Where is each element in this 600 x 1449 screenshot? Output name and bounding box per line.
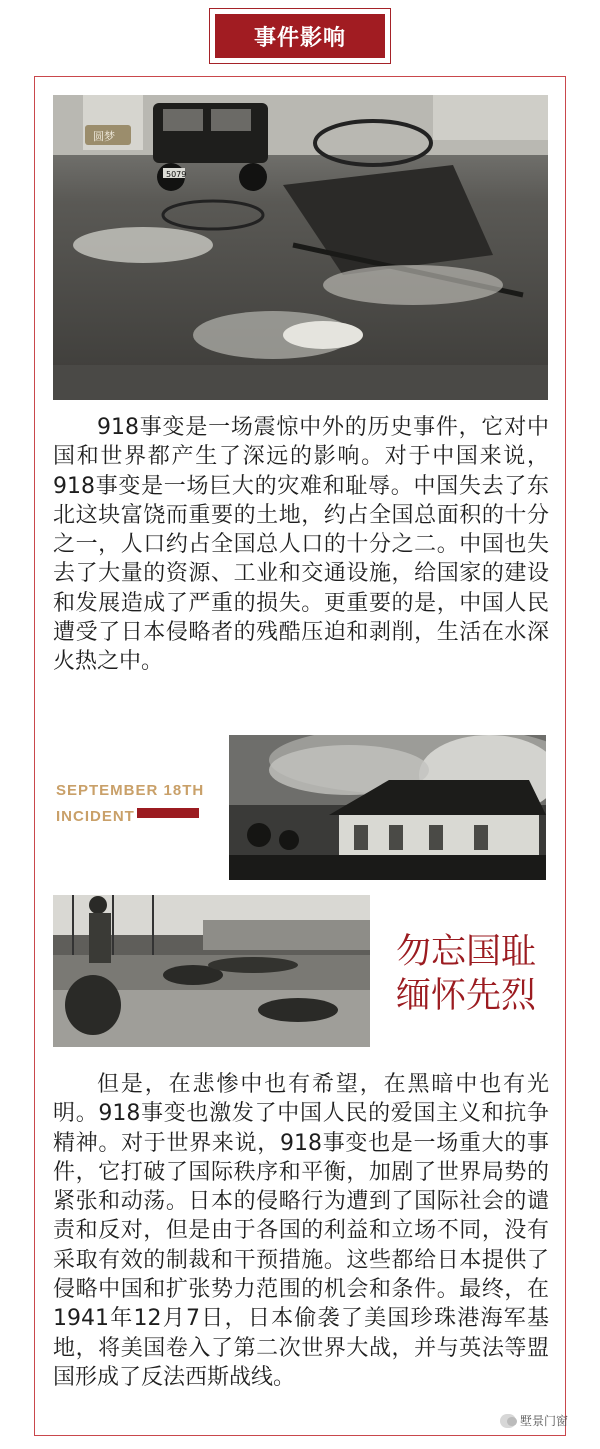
photo-street-aftermath — [53, 95, 548, 400]
paragraph-hope: 但是，在悲惨中也有希望，在黑暗中也有光明。918事变也激发了中国人民的爱国主义和抗争精神。对于世界来说，918事变也是一场重大的事件，它打破了国际秩序和平衡，加剧了世界局势的紧张和动荡。日本的侵略行为遭到了国际社会的谴责和反对，但是由于各国的利益和立场不同，没有采取有效的制裁和干预措施。这些都给日本提供了侵略中国和扩张势力范围的机会和条件。最终，在1941年12月7日，日本偷袭了美国珍珠港海军基地，将美国卷入了第二次世界大战，并与英法等盟国形成了反法西斯战线。 — [53, 1072, 549, 1390]
slogan-line-2: 缅怀先烈 — [396, 976, 537, 1016]
caption-accent-bar — [137, 808, 199, 818]
photo-soldiers — [53, 895, 370, 1047]
slogan-line-1: 勿忘国耻 — [396, 932, 537, 972]
photo-burning-building — [229, 735, 546, 880]
section-title-badge — [209, 8, 391, 64]
section-title: 事件影响 — [215, 14, 385, 58]
caption-line-2: INCIDENT — [56, 808, 135, 825]
paragraph-impact: 918事变是一场震惊中外的历史事件，它对中国和世界都产生了深远的影响。对于中国来说，918事变是一场巨大的灾难和耻辱。中国失去了东北这块富饶而重要的土地，约占全国总面积的十分之一，人口约占全国总人口的十分之二。中国也失去了大量的资源、工业和交通设施，给国家的建设和发展造成了严重的损失。更重要的是，中国人民遭受了日本侵略者的残酷压迫和剥削，生活在水深火热之中。 — [53, 415, 549, 675]
car-plate: 5079 — [166, 170, 187, 179]
wechat-icon — [500, 1414, 516, 1428]
watermark-text: 墅景门窗 — [520, 1414, 569, 1428]
wechat-watermark — [500, 1412, 568, 1429]
photo-stamp: 圆梦 — [93, 130, 115, 143]
english-caption — [56, 778, 204, 830]
slogan — [396, 930, 556, 1018]
caption-line-1: SEPTEMBER 18TH — [56, 782, 205, 799]
